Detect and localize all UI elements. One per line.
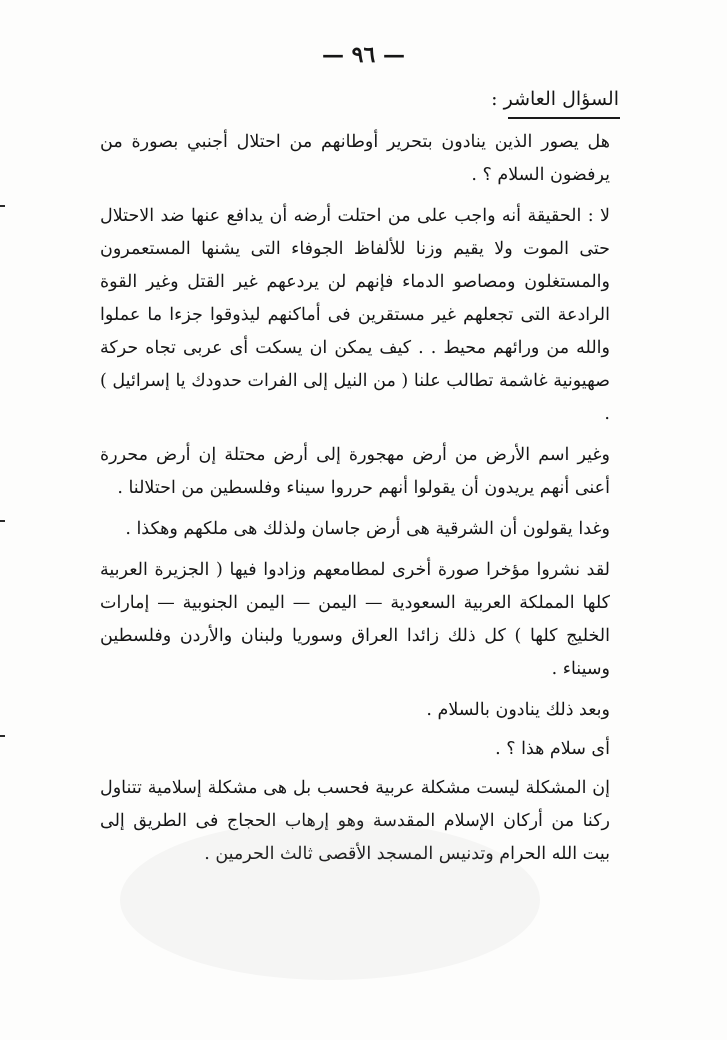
paragraph-sharqiya: وغدا يقولون أن الشرقية هى أرض جاسان ولذلك هى ملكهم وهكذا . bbox=[125, 519, 610, 539]
section-heading: السؤال العاشر : bbox=[491, 88, 619, 110]
paragraph-ambitions-map: لقد نشروا مؤخرا صورة أخرى لمطامعهم وزادوا فيها ( الجزيرة العربية كلها المملكة العربية السعودية — اليمن — اليمن الجنوبية — إمارات الخليج كلها ) كل ذلك زائدا العراق وسوريا ولبنان والأردن وفلسطين وسيناء . bbox=[100, 560, 610, 679]
paragraph-which-peace: أى سلام هذا ؟ . bbox=[495, 739, 610, 759]
paragraph-answer: لا : الحقيقة أنه واجب على من احتلت أرضه أن يدافع عنها ضد الاحتلال حتى الموت ولا يقيم وزنا للألفاظ الجوفاء التى يشنها المستعمرون والمستغلون ومصاصو الدماء فإنهم لن يردعهم غير القتل وغير القوة الرادعة التى تجعلهم غير مستقرين فى أماكنهم ليذوقوا جزءا ما عملوا والله من ورائهم محيط . . كيف يمكن ان يسكت أى عربى تجاه حركة صهيونية غاشمة تطالب علنا ( من النيل إلى الفرات حدودك يا إسرائيل ) . bbox=[100, 206, 610, 424]
scan-edge-mark bbox=[0, 520, 5, 522]
page-number: — ٩٦ — bbox=[322, 42, 405, 68]
body-text bbox=[100, 126, 610, 879]
paragraph-question: هل يصور الذين ينادون بتحرير أوطانهم من احتلال أجنبي بصورة من يرفضون السلام ؟ . bbox=[100, 132, 610, 185]
scan-edge-mark bbox=[0, 205, 5, 207]
scan-bleed-through bbox=[120, 820, 540, 980]
heading-underline bbox=[508, 117, 620, 119]
scan-edge-mark bbox=[0, 735, 5, 737]
paragraph-islamic-problem: إن المشكلة ليست مشكلة عربية فحسب بل هى مشكلة إسلامية تتناول ركنا من أركان الإسلام المقدسة وهو إرهاب الحجاج فى الطريق إلى بيت الله الحرام وتدنيس المسجد الأقصى ثالث الحرمين . bbox=[100, 778, 610, 864]
paragraph-land-names: وغير اسم الأرض من أرض مهجورة إلى أرض محتلة إن أرض محررة أعنى أنهم يريدون أن يقولوا أنهم حرروا سيناء وفلسطين من احتلالنا . bbox=[100, 445, 610, 498]
paragraph-calls-for-peace: وبعد ذلك ينادون بالسلام . bbox=[426, 700, 610, 720]
